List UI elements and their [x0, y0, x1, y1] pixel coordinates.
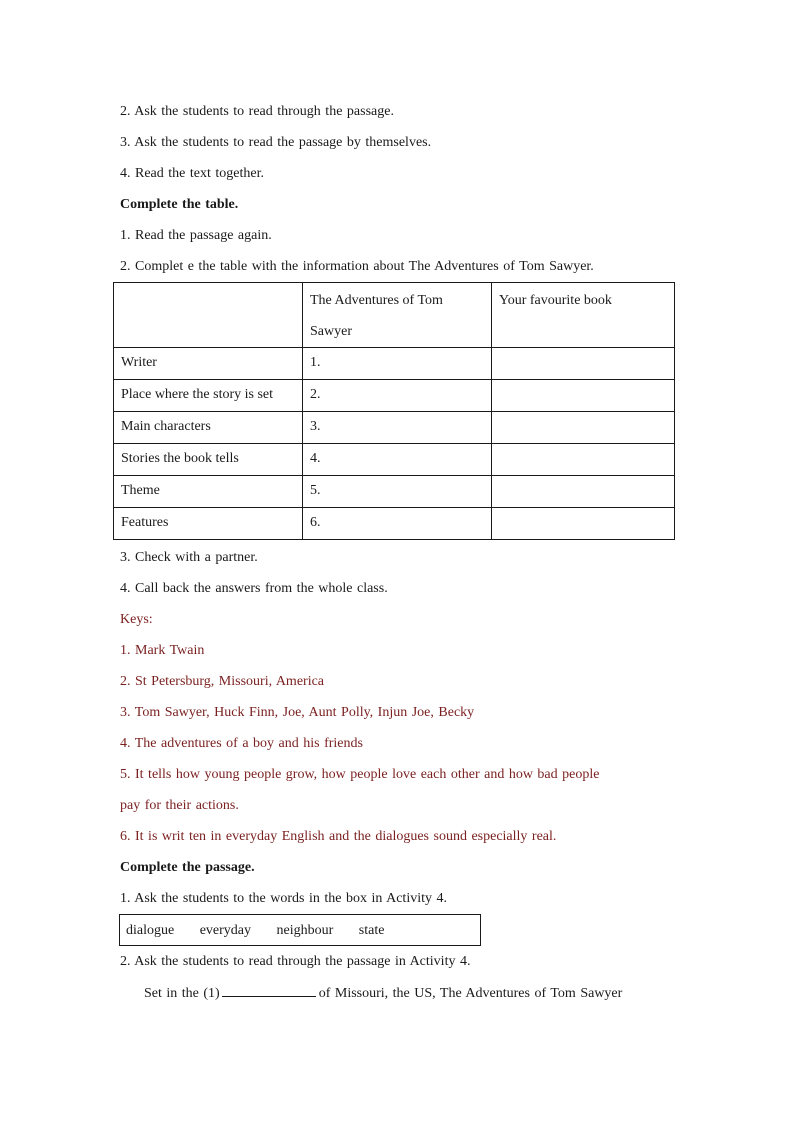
table-row [114, 380, 675, 412]
word-box-item: neighbour [276, 923, 334, 938]
step-line: 2. Complet e the table with the information about The Adventures of Tom Sawyer. [120, 259, 594, 274]
section-heading: Complete the table. [120, 197, 239, 212]
step-line: 3. Check with a partner. [120, 550, 258, 565]
key-answer: 3. Tom Sawyer, Huck Finn, Joe, Aunt Polly, Injun Joe, Becky [120, 705, 475, 720]
table-cell: Features [114, 508, 303, 540]
table-cell [492, 476, 675, 508]
key-answer: 6. It is writ ten in everyday English and the dialogues sound especially real. [120, 829, 557, 844]
table-header-cell: Your favourite book [492, 283, 675, 348]
table-cell: 2. [303, 380, 492, 412]
step-line: 1. Read the passage again. [120, 228, 272, 243]
passage-text: Set in the (1) [144, 986, 220, 1001]
step-line: 4. Call back the answers from the whole class. [120, 581, 388, 596]
table-row [114, 508, 675, 540]
step-line: 2. Ask the students to read through the passage. [120, 104, 394, 119]
step-line: 4. Read the text together. [120, 166, 264, 181]
word-box-item: dialogue [126, 923, 175, 938]
table-cell [492, 508, 675, 540]
table-cell: Stories the book tells [114, 444, 303, 476]
table-cell: Main characters [114, 412, 303, 444]
table-cell: 1. [303, 348, 492, 380]
table-cell [492, 412, 675, 444]
table-cell [492, 380, 675, 412]
table-cell [492, 444, 675, 476]
passage-text: of Missouri, the US, The Adventures of Tom Sawyer [318, 986, 623, 1001]
key-answer: 4. The adventures of a boy and his friends [120, 736, 363, 751]
word-box-item: everyday [199, 923, 252, 938]
section-heading: Complete the passage. [120, 860, 255, 875]
table-header-cell: The Adventures of Tom Sawyer [303, 283, 492, 348]
passage-line [120, 981, 682, 1012]
word-box-item: state [358, 923, 385, 938]
table-cell: 4. [303, 444, 492, 476]
key-answer: 1. Mark Twain [120, 643, 205, 658]
key-answer: pay for their actions. [120, 798, 239, 813]
table-cell: Place where the story is set [114, 380, 303, 412]
table-row [114, 444, 675, 476]
blank-1[interactable] [222, 981, 316, 997]
table-row [114, 348, 675, 380]
table-cell: 5. [303, 476, 492, 508]
table-cell: 3. [303, 412, 492, 444]
key-answer: 2. St Petersburg, Missouri, America [120, 674, 325, 689]
table-cell: 6. [303, 508, 492, 540]
step-line: 2. Ask the students to read through the passage in Activity 4. [120, 954, 471, 969]
document-page [120, 100, 682, 1012]
step-line: 1. Ask the students to the words in the box in Activity 4. [120, 891, 447, 906]
step-line: 3. Ask the students to read the passage by themselves. [120, 135, 432, 150]
table-cell: Writer [114, 348, 303, 380]
comparison-table [113, 282, 675, 540]
keys-label: Keys: [120, 612, 153, 627]
word-box [119, 914, 481, 946]
table-cell [492, 348, 675, 380]
table-header-cell [114, 283, 303, 348]
table-cell: Theme [114, 476, 303, 508]
table-row [114, 412, 675, 444]
table-header-row [114, 283, 675, 348]
table-row [114, 476, 675, 508]
key-answer: 5. It tells how young people grow, how people love each other and how bad people [120, 767, 600, 782]
